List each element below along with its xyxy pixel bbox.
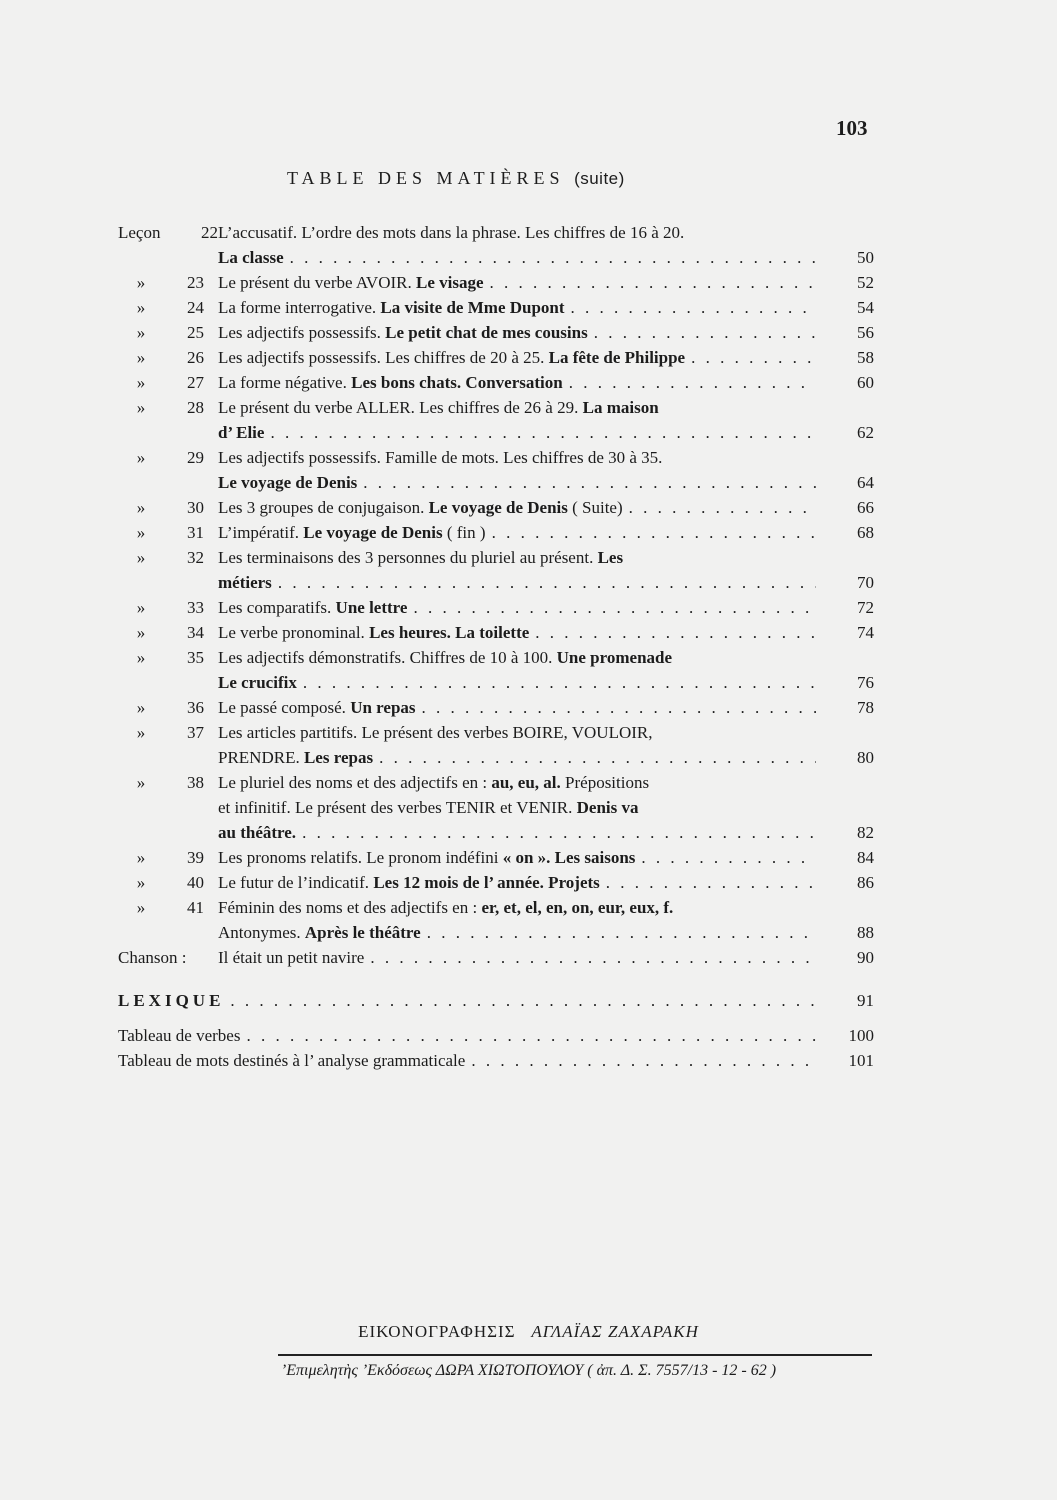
entry-bold-title: La fête de Philippe [548, 348, 686, 367]
entry-line [218, 695, 816, 720]
entry-plain-text: Les adjectifs possessifs. Famille de mots. Les chiffres de 30 à 35. [218, 448, 663, 467]
entry-line [218, 745, 816, 770]
entry-text [218, 395, 659, 420]
tableau-entry [118, 1023, 874, 1048]
page-ref: 54 [857, 298, 874, 317]
page-ref: 50 [857, 248, 874, 267]
entry-bold-title: Le crucifix [218, 673, 297, 692]
page-ref: 66 [857, 498, 874, 517]
entry-line [218, 270, 816, 295]
entry-bold-title: métiers [218, 573, 272, 592]
entry-line [218, 345, 816, 370]
ditto-mark: » [136, 498, 146, 517]
entry-text [218, 270, 484, 295]
entry-text [218, 470, 357, 495]
page-ref: 80 [857, 748, 874, 767]
dot-leader [297, 670, 816, 695]
entry-body [218, 295, 816, 320]
table-of-contents [118, 220, 874, 1073]
entry-plain-text: Les adjectifs démonstratifs. Chiffres de 10 à 100. [218, 648, 553, 667]
page-ref: 52 [857, 273, 874, 292]
toc-entry [118, 320, 874, 345]
page-ref: 76 [857, 673, 874, 692]
lexique-entry [118, 988, 874, 1013]
dot-leader [296, 820, 816, 845]
lesson-number: 36 [187, 698, 204, 717]
lesson-number: 30 [187, 498, 204, 517]
entry-line [218, 495, 816, 520]
entry-bold-title: La visite de Mme Dupont [380, 298, 565, 317]
ditto-mark: » [136, 773, 146, 792]
toc-entry [118, 770, 874, 845]
lesson-number: 39 [187, 848, 204, 867]
dot-leader [635, 845, 816, 870]
ditto-mark: » [136, 623, 146, 642]
page-ref: 90 [857, 948, 874, 967]
entry-plain-text: L’impératif. [218, 523, 300, 542]
entry-line [218, 295, 816, 320]
toc-entry [118, 870, 874, 895]
entry-bold-title: Les 12 mois de l’ année. Projets [373, 873, 600, 892]
entry-text [218, 520, 486, 545]
toc-entry [118, 895, 874, 945]
entry-bold-title: La classe [218, 248, 284, 267]
entry-text [218, 220, 684, 245]
entry-line [218, 770, 816, 795]
lesson-prefix [118, 320, 218, 345]
ditto-mark: » [136, 723, 146, 742]
lesson-prefix [118, 845, 218, 870]
lesson-prefix [118, 545, 218, 570]
toc-entry [118, 620, 874, 645]
chanson-title: Il était un petit navire [218, 948, 365, 967]
page-ref: 82 [857, 823, 874, 842]
dot-leader [407, 595, 816, 620]
entry-text [218, 845, 635, 870]
page-number: 103 [836, 116, 868, 140]
entry-body [218, 345, 816, 370]
ditto-mark: » [136, 273, 146, 292]
entry-line [218, 820, 816, 845]
entry-body [218, 595, 816, 620]
page-ref: 84 [857, 848, 874, 867]
entry-plain-text: Le pluriel des noms et des adjectifs en : [218, 773, 488, 792]
ditto-mark: » [136, 548, 146, 567]
lesson-prefix [118, 495, 218, 520]
ditto-mark: » [136, 873, 146, 892]
lesson-number: 29 [187, 448, 204, 467]
entry-text [218, 570, 272, 595]
entry-body [218, 945, 816, 970]
entry-plain-text: Le présent du verbe ALLER. Les chiffres de 26 à 29. [218, 398, 579, 417]
entry-text [218, 895, 673, 920]
lesson-prefix [118, 770, 218, 795]
ditto-mark: » [136, 448, 146, 467]
entry-body [218, 620, 816, 645]
entry-line [218, 895, 816, 920]
entry-plain-text: Les articles partitifs. Le présent des verbes BOIRE, VOULOIR, [218, 723, 653, 742]
lesson-number: 34 [187, 623, 204, 642]
entry-bold-title: Le voyage de Denis [218, 473, 358, 492]
lesson-number: 38 [187, 773, 204, 792]
lesson-prefix [118, 620, 218, 645]
tableau-label: Tableau de verbes [118, 1026, 241, 1045]
entry-plain-text: et infinitif. Le présent des verbes TENIR et VENIR. [218, 798, 573, 817]
lesson-prefix [118, 370, 218, 395]
toc-entry [118, 270, 874, 295]
lesson-number: 28 [187, 398, 204, 417]
lesson-word: Leçon [118, 223, 161, 242]
entry-body [218, 445, 816, 495]
illustration-label: ΕΙΚΟΝΟΓΡΑΦΗΣΙΣ [358, 1322, 516, 1341]
entry-bold-title: Le voyage de Denis [428, 498, 568, 517]
lexique-label: LEXIQUE [118, 991, 225, 1010]
entry-line [218, 245, 816, 270]
entry-body [218, 320, 816, 345]
entry-bold-title: Un repas [350, 698, 416, 717]
spacer [118, 1013, 874, 1023]
page-ref: 58 [857, 348, 874, 367]
spacer [118, 970, 874, 988]
entry-text [218, 920, 421, 945]
entry-plain-text: Les comparatifs. [218, 598, 332, 617]
lesson-prefix [118, 895, 218, 920]
entry-plain-text: Le verbe pronominal. [218, 623, 365, 642]
entry-body [218, 395, 816, 445]
entry-plain-text: Les adjectifs possessifs. [218, 323, 381, 342]
lesson-number: 24 [187, 298, 204, 317]
ditto-mark: » [136, 648, 146, 667]
ditto-mark: » [136, 373, 146, 392]
lesson-number: 27 [187, 373, 204, 392]
ditto-mark: » [136, 348, 146, 367]
entry-body [218, 895, 816, 945]
ditto-mark: » [136, 898, 146, 917]
page-ref: 78 [857, 698, 874, 717]
entry-line [218, 670, 816, 695]
ditto-mark: » [136, 398, 146, 417]
lesson-number: 40 [187, 873, 204, 892]
dot-leader [588, 320, 816, 345]
entry-line [218, 620, 816, 645]
entry-bold-title: Les [597, 548, 624, 567]
entry-body [218, 695, 816, 720]
lesson-number: 22 [201, 223, 218, 242]
entry-text [218, 295, 565, 320]
lesson-number: 23 [187, 273, 204, 292]
ditto-mark: » [136, 598, 146, 617]
title-suffix: (suite) [574, 169, 625, 188]
lesson-prefix [118, 220, 218, 245]
entry-plain-text: Le futur de l’indicatif. [218, 873, 370, 892]
entry-plain-text: Féminin des noms et des adjectifs en : [218, 898, 478, 917]
toc-entry [118, 520, 874, 545]
page-ref: 70 [857, 573, 874, 592]
entry-text [218, 820, 296, 845]
entry-text [218, 745, 373, 770]
lesson-prefix [118, 345, 218, 370]
entry-text [218, 695, 416, 720]
entry-line [218, 870, 816, 895]
entry-line [218, 645, 816, 670]
dot-leader [240, 1023, 816, 1048]
entry-body [218, 270, 816, 295]
dot-leader [264, 420, 816, 445]
entry-body [218, 220, 816, 270]
tableau-entry [118, 1048, 874, 1073]
entry-text [218, 370, 563, 395]
entry-line [218, 545, 816, 570]
ditto-mark: » [136, 848, 146, 867]
entry-text [218, 245, 284, 270]
toc-entry [118, 645, 874, 695]
entry-bold-title: er, et, el, en, on, eur, eux, f. [481, 898, 674, 917]
entry-line [218, 720, 816, 745]
entry-body [218, 870, 816, 895]
entry-bold-title: Denis va [576, 798, 639, 817]
ditto-mark: » [136, 323, 146, 342]
entry-after-text: ( Suite) [572, 498, 623, 517]
dot-leader [364, 945, 816, 970]
lesson-number: 25 [187, 323, 204, 342]
page-ref: 88 [857, 923, 874, 942]
toc-entry [118, 395, 874, 445]
toc-entry [118, 220, 874, 270]
entry-bold-title: au, eu, al. [491, 773, 561, 792]
entry-plain-text: L’accusatif. L’ordre des mots dans la phrase. Les chiffres de 16 à 20. [218, 223, 685, 242]
lesson-number: 37 [187, 723, 204, 742]
toc-entry [118, 495, 874, 520]
dot-leader [272, 570, 816, 595]
entry-bold-title: d’ Elie [218, 423, 265, 442]
entry-text [218, 795, 639, 820]
toc-entry [118, 595, 874, 620]
page-ref: 100 [848, 1026, 874, 1045]
lesson-prefix [118, 295, 218, 320]
page-ref: 60 [857, 373, 874, 392]
entry-bold-title: Les repas [303, 748, 374, 767]
entry-plain-text: Le présent du verbe AVOIR. [218, 273, 412, 292]
entry-bold-title: Une lettre [335, 598, 408, 617]
entry-line [218, 420, 816, 445]
dot-leader [486, 520, 816, 545]
dot-leader [623, 495, 816, 520]
lesson-prefix [118, 595, 218, 620]
dot-leader [565, 295, 816, 320]
dot-leader [465, 1048, 816, 1073]
entry-text [218, 420, 264, 445]
lesson-prefix [118, 695, 218, 720]
dot-leader [357, 470, 816, 495]
dot-leader [421, 920, 816, 945]
lesson-number: 35 [187, 648, 204, 667]
lesson-prefix [118, 395, 218, 420]
entry-line [218, 220, 816, 245]
page-ref: 62 [857, 423, 874, 442]
entry-plain-text: Les pronoms relatifs. Le pronom indéfini [218, 848, 499, 867]
entry-bold-title: « on ». Les saisons [502, 848, 636, 867]
ditto-mark: » [136, 298, 146, 317]
title-main: TABLE DES MATIÈRES [287, 168, 565, 188]
ditto-mark: » [136, 523, 146, 542]
entry-plain-text: Les 3 groupes de conjugaison. [218, 498, 425, 517]
entry-text [218, 445, 662, 470]
page-ref: 86 [857, 873, 874, 892]
lesson-number: 33 [187, 598, 204, 617]
entry-bold-title: Les heures. La toilette [369, 623, 530, 642]
entry-line [218, 395, 816, 420]
entry-plain-text: Les adjectifs possessifs. Les chiffres de 20 à 25. [218, 348, 545, 367]
entry-plain-text: Les terminaisons des 3 personnes du pluriel au présent. [218, 548, 594, 567]
chanson-label: Chanson : [118, 948, 187, 967]
page-ref: 74 [857, 623, 874, 642]
entry-text [218, 645, 672, 670]
dot-leader [529, 620, 816, 645]
toc-entry [118, 295, 874, 320]
page-ref: 68 [857, 523, 874, 542]
dot-leader [484, 270, 816, 295]
lesson-prefix [118, 720, 218, 745]
entry-body [218, 520, 816, 545]
dot-leader [563, 370, 816, 395]
lesson-number: 32 [187, 548, 204, 567]
lesson-prefix [118, 270, 218, 295]
entry-line [218, 945, 816, 970]
entry-body [218, 545, 816, 595]
entry-line [218, 470, 816, 495]
toc-entry [118, 345, 874, 370]
entry-body [218, 845, 816, 870]
entry-text [218, 320, 588, 345]
entry-bold-title: Le voyage de Denis [303, 523, 443, 542]
toc-entry [118, 845, 874, 870]
entry-body [218, 645, 816, 695]
page-title [287, 168, 625, 189]
page-ref: 91 [857, 991, 874, 1010]
entry-plain-text: Antonymes. [218, 923, 301, 942]
entry-bold-title: au théâtre. [218, 823, 297, 842]
entry-text [218, 620, 529, 645]
illustration-credit [0, 1322, 1057, 1342]
illustrator-name: ΑΓΛΑΪΑΣ ΖΑΧΑΡΑΚΗ [531, 1322, 699, 1341]
editor-credit: ’Επιμελητὴς ’Εκδόσεως ΔΩΡΑ ΧΙΩΤΟΠΟΥΛΟΥ ( ἀπ. Δ. Σ. 7557/13 - 12 - 62 ) [280, 1362, 777, 1379]
entry-text [218, 670, 297, 695]
dot-leader [224, 988, 816, 1013]
toc-entry [118, 720, 874, 770]
page-ref: 72 [857, 598, 874, 617]
entry-body [218, 370, 816, 395]
toc-entry-chanson [118, 945, 874, 970]
entry-text [218, 770, 649, 795]
entry-plain-text: Le passé composé. [218, 698, 346, 717]
entry-bold-title: La maison [582, 398, 659, 417]
entry-text [218, 720, 653, 745]
dot-leader [416, 695, 816, 720]
entry-text [218, 870, 600, 895]
toc-entry [118, 445, 874, 495]
entry-after-text: Prépositions [565, 773, 650, 792]
divider-rule [278, 1354, 872, 1356]
lesson-number: 26 [187, 348, 204, 367]
lesson-number: 41 [187, 898, 204, 917]
entry-line [218, 520, 816, 545]
entry-line [218, 595, 816, 620]
ditto-mark: » [136, 698, 146, 717]
entry-text [218, 345, 685, 370]
entry-bold-title: Le petit chat de mes cousins [385, 323, 588, 342]
entry-line [218, 845, 816, 870]
entry-text [218, 495, 623, 520]
entry-line [218, 795, 816, 820]
entry-plain-text: La forme négative. [218, 373, 347, 392]
dot-leader [685, 345, 816, 370]
entry-line [218, 370, 816, 395]
page-ref: 64 [857, 473, 874, 492]
lesson-prefix [118, 870, 218, 895]
lesson-prefix [118, 520, 218, 545]
entry-line [218, 445, 816, 470]
entry-bold-title: Le visage [415, 273, 484, 292]
dot-leader [600, 870, 816, 895]
lesson-prefix [118, 645, 218, 670]
entry-bold-title: Une promenade [556, 648, 673, 667]
entry-after-text: ( fin ) [446, 523, 486, 542]
dot-leader [373, 745, 816, 770]
entry-bold-title: Les bons chats. Conversation [351, 373, 563, 392]
entry-line [218, 920, 816, 945]
dot-leader [284, 245, 816, 270]
toc-entry [118, 545, 874, 595]
entry-text [218, 545, 623, 570]
tableau-label: Tableau de mots destinés à l’ analyse grammaticale [118, 1051, 466, 1070]
entry-bold-title: Après le théâtre [304, 923, 421, 942]
page-ref: 56 [857, 323, 874, 342]
entry-line [218, 570, 816, 595]
entry-plain-text: PRENDRE. [218, 748, 300, 767]
page-ref: 101 [848, 1051, 874, 1070]
entry-body [218, 770, 816, 845]
toc-entry [118, 370, 874, 395]
lesson-number: 31 [187, 523, 204, 542]
entry-line [218, 320, 816, 345]
entry-text [218, 595, 407, 620]
toc-entry [118, 695, 874, 720]
lesson-prefix [118, 445, 218, 470]
entry-plain-text: La forme interrogative. [218, 298, 377, 317]
entry-body [218, 720, 816, 770]
entry-body [218, 495, 816, 520]
